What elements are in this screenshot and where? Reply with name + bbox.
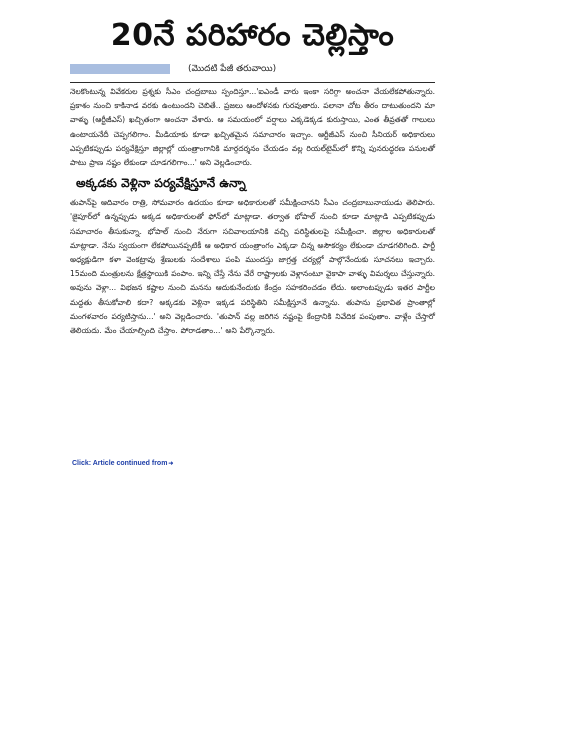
continued-from-note: (మొదటి పేజీ తరువాయి) [188,64,277,74]
arrow-right-icon: ➜ [168,461,174,467]
article-continued-link[interactable] [72,460,173,467]
highlight-bar [70,64,170,74]
article-paragraph-2: తుపాన్‌పై ఆదివారం రాత్రి, సోమవారం ఉదయం కూడా అధికారులతో సమీక్షించానని సీఎం చంద్రబాబునాయుడు తెలిపారు. 'జైపూర్‌లో ఉన్నప్పుడు అక్కడ అధికారులతో ఫోన్‌లో మాట్లాడా. తర్వాత భోపాల్ నుంచి కూడా మాట్లాడి ఎప్పటికప్పుడు సమాచారం తీసుకున్నా. భోపాల్ నుంచి నేరుగా సచివాలయానికి వచ్చి పరిస్థితులపై సమీక్షించా. జిల్లాల అధికారులతో మాట్లాడా. నేను స్వయంగా లేకపోయినప్పటికీ ఆ అధికార యంత్రాంగం ఎక్కడా చిన్న అసౌకర్యం లేకుండా చూడగలిగింది. పార్టీ అధ్యక్షుడిగా కళా వెంకట్రావు శ్రేణులకు సందేశాలు పంపి ముందస్తు జాగ్రత్త చర్యల్లో పాల్గొనేందుకు సూచనలు ఇచ్చారు. 15మంది మంత్రులను క్షేత్రస్థాయికి పంపాం. ఇన్ని చేస్తే నేను వేరే రాష్ట్రాలకు వెళ్లానంటూ వైకాపా వాళ్ళు విమర్శలు చేస్తున్నారు. అవును వెళ్లా... విభజన కష్టాల నుంచి మనను ఆదుకునేందుకు కేంద్రం సహకరించడం లేదు. అలాంటప్పుడు ఇతర పార్టీల మద్దతు తీసుకోవాలి కదా? అక్కడకు వెళ్లినా ఇక్కడ పరిస్థితిని సమీక్షిస్తూనే ఉన్నాను. తుపాను ప్రభావిత ప్రాంతాల్లో మంగళవారం పర్యటిస్తాను...' అని వెల్లడించారు. 'తుపాన్ వల్ల జరిగిన నష్టంపై కేంద్రానికి నివేదిక పంపుతాం. వాళ్లేం చేస్తారో తెలియదు. మేం చేయాల్సింది చేస్తాం. పోరాడతాం...' అని పేర్కొన్నారు. [70,198,435,336]
article-subheading: అక్కడకు వెళ్లినా పర్యవేక్షిస్తూనే ఉన్నా [76,176,246,191]
article-continued-link-label: Click: Article continued from [72,460,168,467]
header-rule [70,82,435,83]
article-clipping [70,14,435,338]
continued-row [70,62,435,80]
article-paragraph-1: నెలకొంటున్న వివేకరుల ప్రశ్నకు సీఎం చంద్రబాబు స్పందిస్తూ...'ఐఎండీ వారు ఇంకా సరిగ్గా అంచనా వేయలేకపోతున్నారు. ప్రకాశం నుంచి కాకినాడ వరకు ఉంటుందని చెబితే.. ప్రజలు ఆందోళనకు గురవుతారు. పలానా చోట తీరం దాటుతుందని మా వాళ్ళు (ఆర్టీజీఎస్) ఖచ్చితంగా అంచనా వేశారు. ఆ సమయంలో వర్షాలు ఎక్కడెక్కడ కురుస్తాయి, ఎంత తీవ్రతతో గాలులు ఉంటాయనేదీ చెప్పగలిగాం. మీడియాకు కూడా ఖచ్చితమైన సమాచారం ఇచ్చాం. ఆర్టీజీఎస్ నుంచి సీనియర్ అధికారులు ఎప్పటికప్పుడు పర్యవేక్షిస్తూ జిల్లాల్లో యంత్రాంగానికి మార్గదర్శనం చేయడం వల్ల రియల్‌టైమ్‌లో కొన్ని పునరుద్ధరణ పనులతో పాటు ప్రాణ నష్టం లేకుండా చూడగలిగాం...' అని వెల్లడించారు. [70,87,435,168]
article-headline: 20నే పరిహారం చెల్లిస్తాం [110,18,395,53]
